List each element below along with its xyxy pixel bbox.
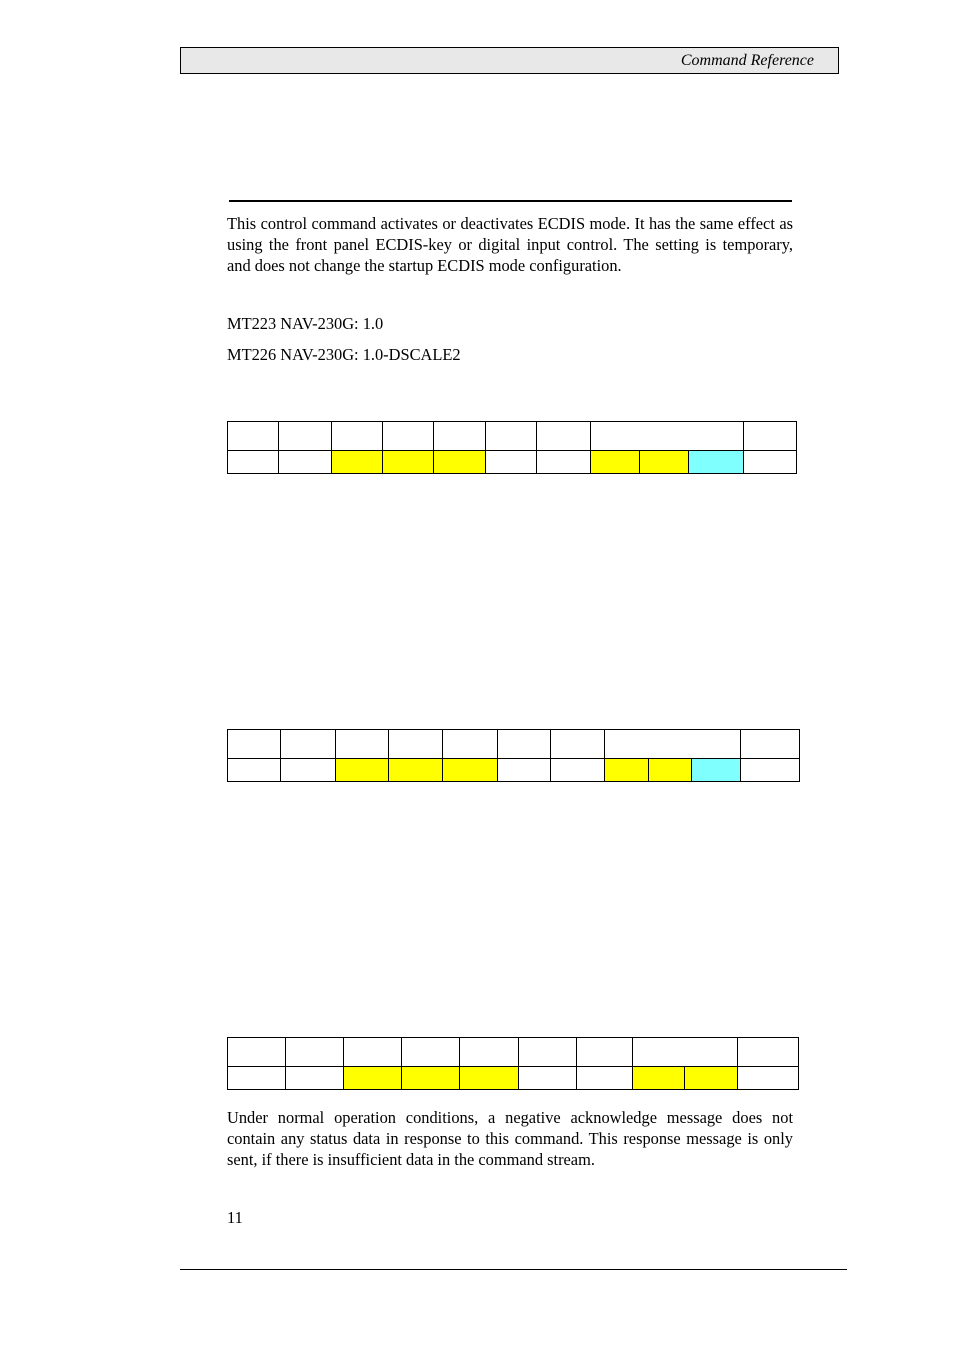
byte-cell (281, 759, 336, 782)
byte-header-cell (537, 422, 591, 451)
footer-rule (180, 1269, 847, 1270)
byte-cell-highlight (605, 759, 649, 782)
byte-cell-highlight (443, 759, 498, 782)
byte-header-cell (460, 1038, 519, 1067)
byte-header-cell (434, 422, 486, 451)
nak-note-paragraph: Under normal operation conditions, a negative acknowledge message does not contain any status data in response to this command. This response message is only sent, if there is insufficient data in the command stream. (227, 1108, 793, 1169)
byte-cell-highlight (434, 451, 486, 474)
byte-cell (744, 451, 797, 474)
byte-header-cell (498, 730, 551, 759)
byte-header-cell (633, 1038, 738, 1067)
byte-cell-highlight (633, 1067, 685, 1090)
byte-header-cell (336, 730, 389, 759)
byte-cell-highlight (332, 451, 383, 474)
byte-cell-highlight (336, 759, 389, 782)
byte-header-cell (228, 730, 281, 759)
byte-header-cell (389, 730, 443, 759)
byte-header-cell (344, 1038, 402, 1067)
header-title: Command Reference (680, 52, 814, 69)
byte-header-cell (228, 1038, 286, 1067)
byte-header-cell (577, 1038, 633, 1067)
byte-cell (551, 759, 605, 782)
byte-header-cell (281, 730, 336, 759)
byte-cell-checksum (689, 451, 744, 474)
byte-cell-highlight (344, 1067, 402, 1090)
byte-cell-highlight (685, 1067, 738, 1090)
byte-cell-highlight (460, 1067, 519, 1090)
byte-cell-highlight (591, 451, 640, 474)
nak-table (227, 1037, 799, 1090)
byte-cell (537, 451, 591, 474)
byte-cell (279, 451, 332, 474)
byte-header-cell (383, 422, 434, 451)
page-number: 11 (227, 1208, 243, 1227)
byte-cell (228, 451, 279, 474)
version-line: MT223 NAV-230G: 1.0 (227, 314, 384, 333)
command-table (227, 421, 797, 474)
byte-header-cell (486, 422, 537, 451)
byte-header-cell (591, 422, 744, 451)
byte-header-cell (228, 422, 279, 451)
byte-header-cell (286, 1038, 344, 1067)
byte-cell-highlight (640, 451, 689, 474)
section-rule (229, 200, 792, 202)
byte-header-cell (738, 1038, 799, 1067)
byte-header-cell (741, 730, 800, 759)
byte-cell (486, 451, 537, 474)
byte-header-cell (744, 422, 797, 451)
byte-header-cell (443, 730, 498, 759)
byte-cell (738, 1067, 799, 1090)
byte-header-cell (551, 730, 605, 759)
byte-cell-checksum (692, 759, 741, 782)
version-line: MT226 NAV-230G: 1.0-DSCALE2 (227, 345, 461, 364)
byte-cell (741, 759, 800, 782)
byte-cell (519, 1067, 577, 1090)
page-header (180, 47, 839, 74)
byte-header-cell (279, 422, 332, 451)
byte-header-cell (402, 1038, 460, 1067)
byte-cell-highlight (389, 759, 443, 782)
description-paragraph: This control command activates or deactivates ECDIS mode. It has the same effect as using the front panel ECDIS-key or digital input control. The setting is temporary, and does not change the startup ECDIS mode configuration. (227, 214, 793, 275)
byte-header-cell (605, 730, 741, 759)
byte-cell-highlight (402, 1067, 460, 1090)
byte-cell (577, 1067, 633, 1090)
byte-cell (498, 759, 551, 782)
byte-cell (228, 759, 281, 782)
byte-cell (228, 1067, 286, 1090)
byte-cell (286, 1067, 344, 1090)
byte-cell-highlight (383, 451, 434, 474)
ack-table (227, 729, 800, 782)
byte-cell-highlight (649, 759, 692, 782)
byte-header-cell (519, 1038, 577, 1067)
byte-header-cell (332, 422, 383, 451)
